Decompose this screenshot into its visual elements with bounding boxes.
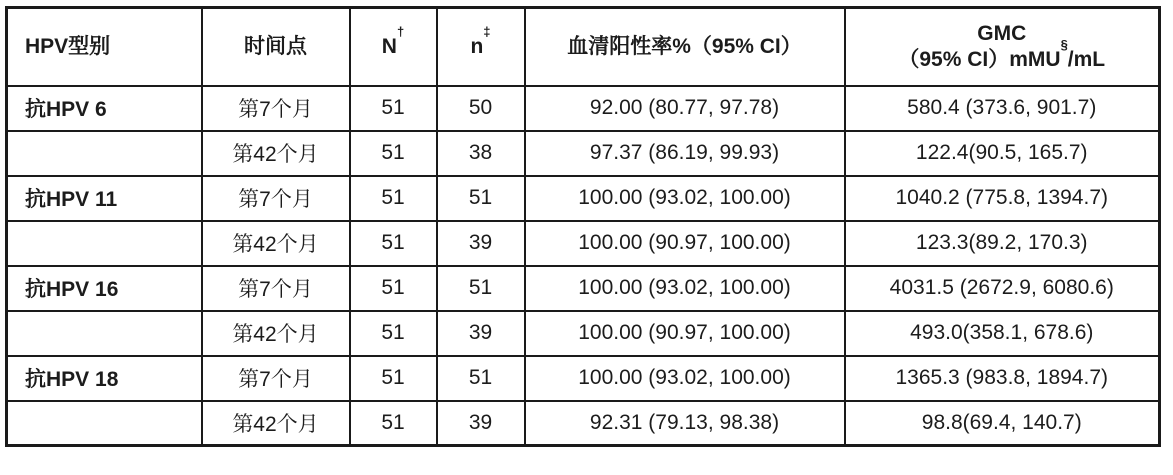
time-point-cell: 第42个月 — [202, 311, 350, 356]
time-point-cell: 第7个月 — [202, 176, 350, 221]
seropositivity-cell: 100.00 (90.97, 100.00) — [525, 311, 845, 356]
gmc-header-line1: GMC — [977, 21, 1027, 45]
hpv-type-cell — [7, 311, 202, 356]
time-point-cell: 第42个月 — [202, 131, 350, 176]
n-total-cell: 51 — [350, 221, 437, 266]
time-point-cell: 第7个月 — [202, 86, 350, 131]
gmc-header-line2-pre: （95% CI）mMU — [898, 47, 1061, 71]
gmc-cell: 98.8(69.4, 140.7) — [845, 401, 1160, 446]
table-row — [7, 266, 1160, 311]
col-header-time-point: 时间点 — [202, 8, 350, 86]
gmc-header-line2-post: /mL — [1067, 47, 1106, 71]
n-total-cell: 51 — [350, 401, 437, 446]
col-header-hpv-type: HPV型别 — [7, 8, 202, 86]
col-header-n-sero — [437, 8, 525, 86]
seropositivity-cell: 100.00 (90.97, 100.00) — [525, 221, 845, 266]
seropositivity-cell: 92.00 (80.77, 97.78) — [525, 86, 845, 131]
table-row — [7, 311, 1160, 356]
n-total-base: N — [381, 34, 397, 58]
dagger-superscript: † — [396, 23, 405, 39]
n-sero-cell: 51 — [437, 176, 525, 221]
col-header-n-total — [350, 8, 437, 86]
n-total-cell: 51 — [350, 311, 437, 356]
gmc-cell: 1365.3 (983.8, 1894.7) — [845, 356, 1160, 401]
n-sero-cell: 38 — [437, 131, 525, 176]
hpv-immunogenicity-table — [5, 6, 1161, 447]
n-sero-cell: 39 — [437, 401, 525, 446]
hpv-type-cell — [7, 131, 202, 176]
n-sero-cell: 51 — [437, 356, 525, 401]
table-header — [7, 8, 1160, 86]
col-header-gmc — [845, 8, 1160, 86]
time-point-cell: 第42个月 — [202, 401, 350, 446]
gmc-cell: 123.3(89.2, 170.3) — [845, 221, 1160, 266]
gmc-cell: 493.0(358.1, 678.6) — [845, 311, 1160, 356]
col-header-seropositivity: 血清阳性率%（95% CI） — [525, 8, 845, 86]
n-sero-cell: 39 — [437, 311, 525, 356]
time-point-cell: 第7个月 — [202, 356, 350, 401]
n-total-cell: 51 — [350, 356, 437, 401]
seropositivity-cell: 100.00 (93.02, 100.00) — [525, 176, 845, 221]
n-sero-base: n — [470, 34, 484, 58]
hpv-type-cell: 抗HPV 6 — [7, 86, 202, 131]
table-row — [7, 86, 1160, 131]
n-sero-cell: 39 — [437, 221, 525, 266]
table-body — [7, 86, 1160, 446]
hpv-type-cell: 抗HPV 11 — [7, 176, 202, 221]
seropositivity-cell: 92.31 (79.13, 98.38) — [525, 401, 845, 446]
seropositivity-cell: 97.37 (86.19, 99.93) — [525, 131, 845, 176]
double-dagger-superscript: ‡ — [483, 23, 491, 39]
table-row — [7, 176, 1160, 221]
header-row — [7, 8, 1160, 86]
gmc-cell: 1040.2 (775.8, 1394.7) — [845, 176, 1160, 221]
time-point-cell: 第7个月 — [202, 266, 350, 311]
table-row — [7, 356, 1160, 401]
table-row — [7, 131, 1160, 176]
n-total-cell: 51 — [350, 86, 437, 131]
n-total-cell: 51 — [350, 266, 437, 311]
section-superscript: § — [1060, 36, 1068, 52]
immunogenicity-table-container — [5, 6, 1161, 447]
n-total-cell: 51 — [350, 131, 437, 176]
seropositivity-cell: 100.00 (93.02, 100.00) — [525, 266, 845, 311]
n-sero-cell: 50 — [437, 86, 525, 131]
n-sero-cell: 51 — [437, 266, 525, 311]
table-row — [7, 401, 1160, 446]
table-row — [7, 221, 1160, 266]
gmc-cell: 4031.5 (2672.9, 6080.6) — [845, 266, 1160, 311]
hpv-type-cell — [7, 401, 202, 446]
hpv-type-cell: 抗HPV 16 — [7, 266, 202, 311]
hpv-type-cell — [7, 221, 202, 266]
time-point-cell: 第42个月 — [202, 221, 350, 266]
n-total-cell: 51 — [350, 176, 437, 221]
hpv-type-cell: 抗HPV 18 — [7, 356, 202, 401]
gmc-cell: 122.4(90.5, 165.7) — [845, 131, 1160, 176]
gmc-cell: 580.4 (373.6, 901.7) — [845, 86, 1160, 131]
seropositivity-cell: 100.00 (93.02, 100.00) — [525, 356, 845, 401]
